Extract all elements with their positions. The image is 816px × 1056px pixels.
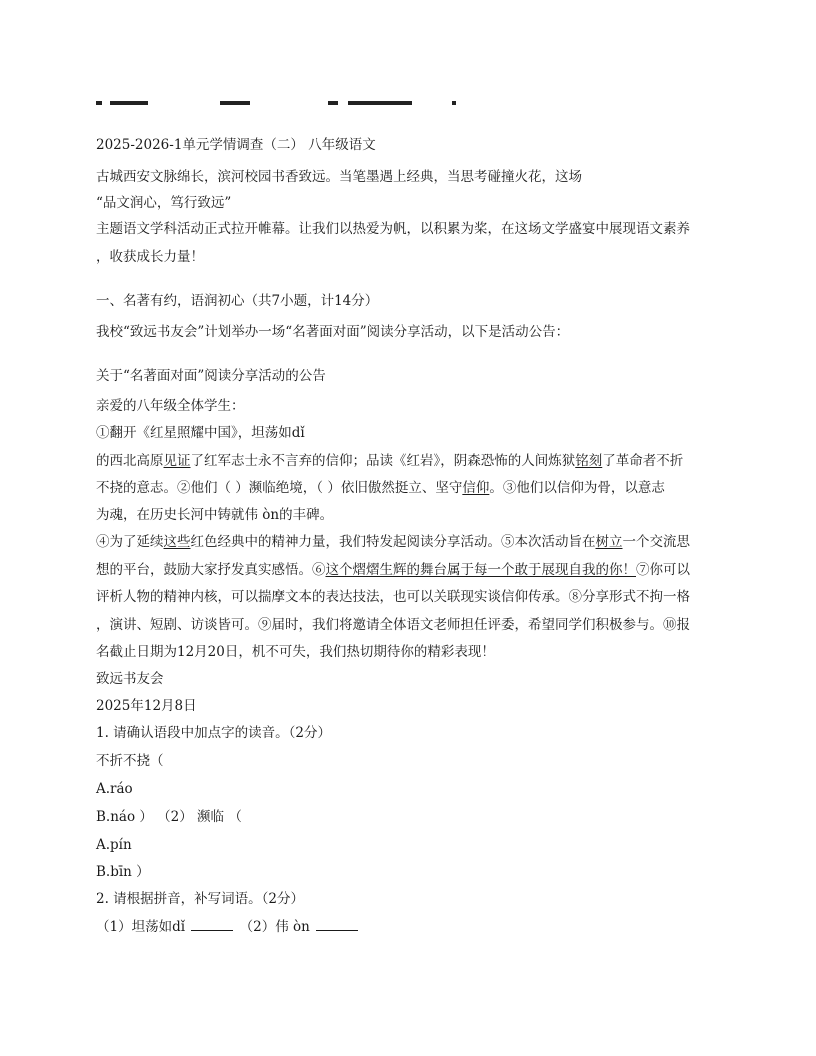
question-1: 1. 请确认语段中加点字的读音。（2分） (96, 725, 332, 741)
text-segment: 不挠的意志。②他们（ ）濒临绝境，（ ）依旧傲然挺立、坚守 (96, 480, 463, 496)
question-1-option-d: B.bīn ） (96, 864, 150, 880)
text-segment: 一个交流思 (622, 534, 690, 550)
notice-p2-line-1 (96, 533, 690, 551)
answer-blank-1[interactable] (191, 918, 233, 931)
question-1-option-c: A.pín (96, 837, 132, 853)
underlined-word-xinyang: 信仰 (462, 480, 490, 496)
notice-p1-line-2 (96, 452, 683, 470)
notice-p2-line-3: 评析人物的精神内核，可以揣摩文本的表达技法，也可以关联现实谈信仰传承。⑧分享形式不拘一格 (96, 589, 690, 605)
notice-date: 2025年12月8日 (96, 698, 197, 714)
notice-salutation: 亲爱的八年级全体学生： (96, 398, 245, 414)
underlined-word-shuli: 树立 (595, 534, 623, 550)
notice-p2-line-2 (96, 561, 690, 579)
text-segment: 。③他们以信仰为骨，以意志 (489, 480, 665, 496)
intro-line-1: 古城西安文脉绵长，滨河校园书香致远。当笔墨遇上经典，当思考碰撞火花，这场 (96, 169, 582, 185)
notice-p1-line-1: ①翻开《红星照耀中国》，坦荡如dǐ (96, 425, 305, 441)
notice-p2-line-4: ，演讲、短剧、访谈皆可。⑨届时，我们将邀请全体语文老师担任评委，希望同学们积极参与。⑩报 (96, 617, 690, 633)
text-segment: 了红军志士永不言弃的信仰；品读《红岩》，阴森恐怖的人间炼狱 (190, 453, 576, 469)
question-2: 2. 请根据拼音，补写词语。（2分） (96, 891, 305, 907)
document-title: 2025-2026-1单元学情调查（二） 八年级语文 (96, 137, 376, 153)
question-1-option-b: B.náo ） （2） 濒临 （ (96, 809, 242, 825)
question-1-option-a: A.ráo (96, 781, 133, 797)
section-lead: 我校“致远书友会”计划举办一场“名著面对面”阅读分享活动，以下是活动公告： (96, 324, 570, 340)
notice-title: 关于“名著面对面”阅读分享活动的公告 (96, 368, 326, 384)
intro-line-3: 主题语文学科活动正式拉开帷幕。让我们以热爱为帆，以积累为桨，在这场文学盛宴中展现语文素养 (96, 221, 690, 237)
underlined-sentence: 这个熠熠生辉的舞台属于每一个敢于展现自我的你！ (325, 562, 636, 578)
notice-p1-line-4: 为魂，在历史长河中铸就伟 òn的丰碑。 (96, 507, 334, 523)
question-2-blanks (96, 918, 360, 936)
text-segment: ④为了延续 (96, 534, 164, 550)
text-segment: 的西北高原 (96, 453, 164, 469)
notice-signature: 致远书友会 (96, 671, 164, 687)
underlined-word-jianzheng: 见证 (163, 453, 191, 469)
notice-p1-line-3 (96, 479, 665, 497)
answer-blank-2[interactable] (316, 918, 358, 931)
question-2-part-1: （1）坦荡如dǐ (96, 919, 186, 935)
question-1-word: 不折不挠（ (96, 753, 164, 769)
section-heading: 一、名著有约，语润初心（共7小题，计14分） (96, 293, 379, 309)
underlined-word-mingke: 铭刻 (575, 453, 603, 469)
text-segment: 想的平台，鼓励大家抒发真实感悟。⑥ (96, 562, 326, 578)
underlined-word-zhexie: 这些 (163, 534, 191, 550)
notice-p2-line-5: 名截止日期为12月20日，机不可失，我们热切期待你的精彩表现！ (96, 644, 495, 660)
text-segment: ⑦你可以 (636, 562, 690, 578)
intro-line-4: ，收获成长力量！ (96, 249, 204, 265)
text-segment: 了革命者不折 (602, 453, 684, 469)
text-segment: 红色经典中的精神力量，我们特发起阅读分享活动。⑤本次活动旨在 (190, 534, 596, 550)
cropped-header-text (96, 98, 516, 108)
intro-line-2: “品文润心，笃行致远” (96, 195, 232, 211)
question-2-part-2: （2）伟 òn (239, 919, 310, 935)
